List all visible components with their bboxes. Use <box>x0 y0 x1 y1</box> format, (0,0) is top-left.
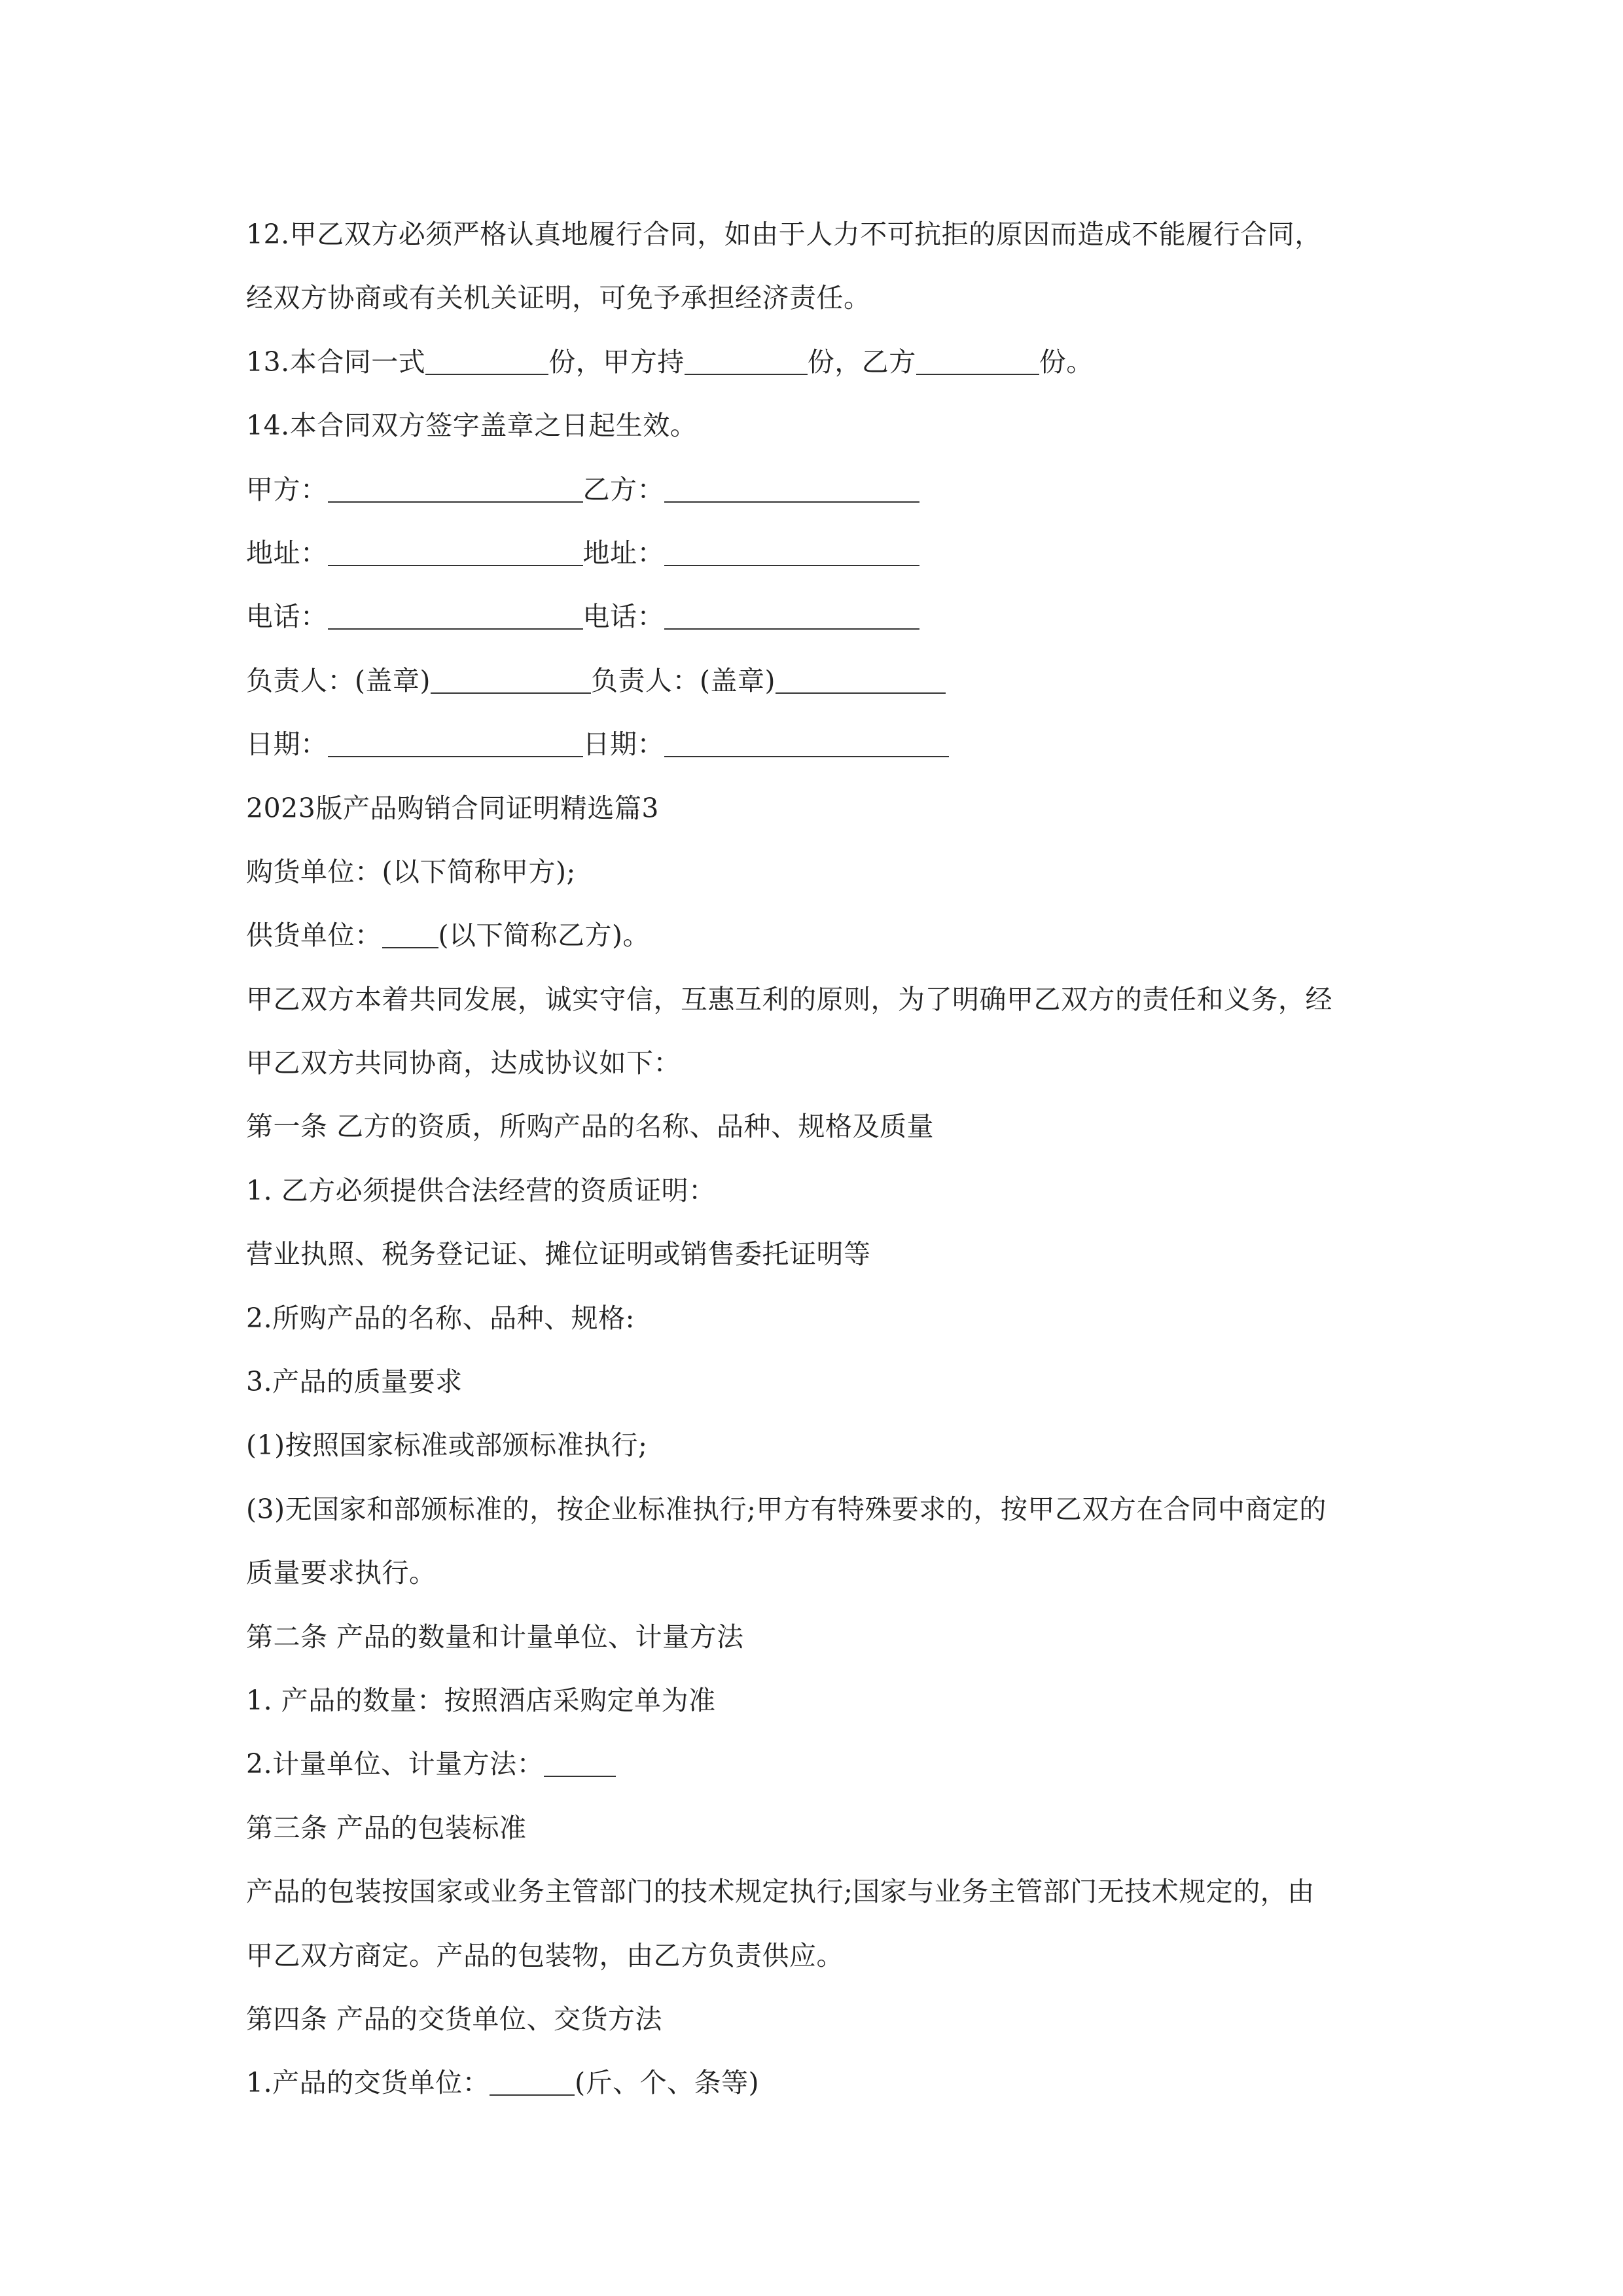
party-b-blank <box>664 475 919 503</box>
address-a-blank <box>328 539 583 566</box>
responsible-b-label: 负责人：(盖章) <box>591 664 776 696</box>
clause-12-line-1: 12.甲乙双方必须严格认真地履行合同，如由于人力不可抗拒的原因而造成不能履行合同， <box>246 219 1322 250</box>
article-1-item-2: 2.所购产品的名称、品种、规格: <box>246 1302 635 1334</box>
intro-line-2: 甲乙双方共同协商，达成协议如下： <box>246 1047 681 1079</box>
article-1-item-3-a: (1)按照国家标准或部颁标准执行; <box>246 1429 648 1462</box>
document-body <box>246 203 1385 2115</box>
article-1-item-3-b-line-2: 质量要求执行。 <box>246 1557 437 1589</box>
supplier-label: 供货单位： <box>246 920 382 952</box>
article-1-item-3-b-line-1: (3)无国家和部颁标准的，按企业标准执行;甲方有特殊要求的，按甲乙双方在合同中商定的 <box>246 1493 1327 1525</box>
article-4-item-1-units: (斤、个、条等) <box>575 2067 760 2099</box>
article-1-item-1-detail: 营业执照、税务登记证、摊位证明或销售委托证明等 <box>246 1238 871 1270</box>
article-3-title: 第三条 产品的包装标准 <box>246 1812 527 1844</box>
supplier-abbr: (以下简称乙方)。 <box>438 920 650 952</box>
phone-b-label: 电话： <box>582 601 664 633</box>
intro-line-1: 甲乙双方本着共同发展，诚实守信，互惠互利的原则，为了明确甲乙双方的责任和义务，经 <box>246 983 1332 1015</box>
signature-address-row <box>246 522 1385 585</box>
phone-a-label: 电话： <box>246 601 328 633</box>
date-b-label: 日期： <box>582 728 664 761</box>
clause-13-text-2: 份，甲方持 <box>548 346 685 378</box>
date-b-blank <box>664 730 949 757</box>
article-3-line-1: 产品的包装按国家或业务主管部门的技术规定执行;国家与业务主管部门无技术规定的，由 <box>246 1876 1315 1908</box>
responsible-a-blank <box>431 666 591 694</box>
responsible-a-label: 负责人：(盖章) <box>246 664 431 696</box>
phone-a-blank <box>328 602 583 630</box>
address-b-label: 地址： <box>582 537 664 569</box>
clause-13 <box>246 331 1385 394</box>
clause-13-text-4: 份。 <box>1039 346 1094 378</box>
party-a-label: 甲方： <box>246 473 328 505</box>
article-2-item-1: 1. 产品的数量：按照酒店采购定单为准 <box>246 1684 716 1716</box>
date-a-blank <box>328 730 583 757</box>
buyer-line: 购货单位：(以下简称甲方); <box>246 855 576 888</box>
clause-14: 14.本合同双方签字盖章之日起生效。 <box>246 410 698 442</box>
date-a-label: 日期： <box>246 728 328 761</box>
article-2-title: 第二条 产品的数量和计量单位、计量方法 <box>246 1621 744 1653</box>
signature-party-row <box>246 458 1385 522</box>
article-2-item-2-text: 2.计量单位、计量方法： <box>246 1748 544 1780</box>
article-3-line-2: 甲乙双方商定。产品的包装物，由乙方负责供应。 <box>246 1939 844 1971</box>
article-1-title: 第一条 乙方的资质，所购产品的名称、品种、规格及质量 <box>246 1111 935 1143</box>
copies-total-blank <box>425 348 548 375</box>
party-b-label: 乙方： <box>582 473 664 505</box>
signature-phone-row <box>246 585 1385 649</box>
supplier-blank <box>382 921 438 948</box>
measurement-method-blank <box>544 1749 616 1777</box>
article-4-item-1-label: 1.产品的交货单位： <box>246 2067 490 2099</box>
copies-party-b-blank <box>916 348 1039 375</box>
clause-13-text-1: 13.本合同一式 <box>246 346 426 378</box>
article-2-item-2 <box>246 1732 1385 1796</box>
copies-party-a-blank <box>685 348 808 375</box>
clause-13-text-3: 份，乙方 <box>807 346 916 378</box>
article-1-item-3: 3.产品的质量要求 <box>246 1366 463 1398</box>
address-a-label: 地址： <box>246 537 328 569</box>
section-3-title: 2023版产品购销合同证明精选篇3 <box>246 792 659 824</box>
supplier-line <box>246 904 1385 967</box>
signature-responsible-row <box>246 649 1385 713</box>
responsible-b-blank <box>776 666 946 694</box>
article-1-item-1: 1. 乙方必须提供合法经营的资质证明： <box>246 1174 716 1206</box>
signature-date-row <box>246 713 1385 776</box>
article-4-item-1 <box>246 2051 1385 2115</box>
delivery-unit-blank <box>490 2068 575 2096</box>
address-b-blank <box>664 539 919 566</box>
phone-b-blank <box>664 602 919 630</box>
article-4-title: 第四条 产品的交货单位、交货方法 <box>246 2003 663 2035</box>
party-a-blank <box>328 475 583 503</box>
clause-12-line-2: 经双方协商或有关机关证明，可免予承担经济责任。 <box>246 282 871 314</box>
